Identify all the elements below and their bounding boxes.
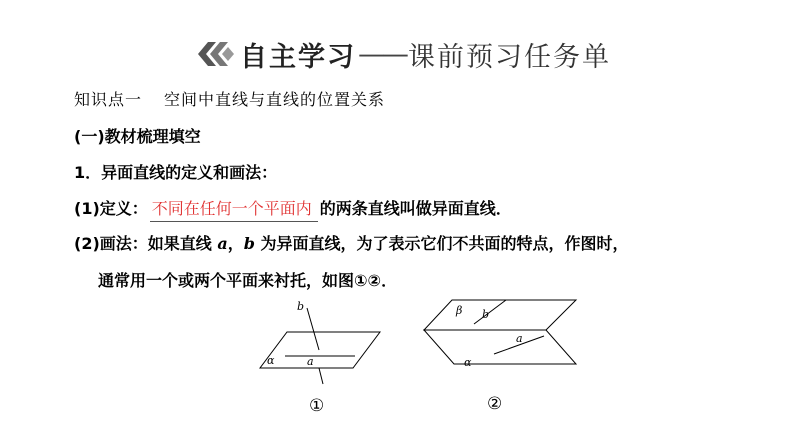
variable-b: b <box>243 234 255 253</box>
definition-line <box>74 198 512 222</box>
header-title: 自主学习 <box>240 41 356 73</box>
item-heading: 1．异面直线的定义和画法： <box>74 163 278 182</box>
variable-a: a <box>217 234 228 253</box>
header-subtitle: 课前预习任务单 <box>408 41 611 73</box>
drawing-prefix: (2)画法：如果直线 <box>74 234 218 253</box>
figure-2-caption: ② <box>487 394 503 414</box>
definition-answer-blank: 不同在任何一个平面内 <box>150 198 318 222</box>
knowledge-title: 空间中直线与直线的位置关系 <box>164 90 386 109</box>
linked-diamond-logo-icon <box>196 36 236 72</box>
label-b: b <box>482 308 490 321</box>
line-b-upper <box>307 308 319 350</box>
definition-prefix: (1)定义： <box>74 199 148 218</box>
label-beta: β <box>456 304 463 317</box>
label-alpha: α <box>464 356 472 369</box>
label-b: b <box>297 300 305 313</box>
figure-2-skew-lines-two-planes <box>420 296 578 380</box>
definition-suffix: 的两条直线叫做异面直线． <box>319 199 512 218</box>
label-a: a <box>307 355 314 368</box>
knowledge-label: 知识点一 <box>74 90 143 109</box>
drawing-method-line <box>74 233 629 255</box>
line-b-lower <box>319 368 323 384</box>
label-alpha: α <box>267 354 275 367</box>
figure-1-caption: ① <box>309 396 325 416</box>
knowledge-point-line <box>74 89 385 111</box>
plane-alpha <box>424 330 576 364</box>
plane-alpha <box>260 332 380 368</box>
label-a: a <box>516 332 523 345</box>
figure-1-skew-lines-one-plane <box>255 298 385 388</box>
part-heading: (一)教材梳理填空 <box>74 127 201 146</box>
line-b <box>474 300 506 324</box>
header-dash: —— <box>358 38 406 70</box>
drawing-method-line-2: 通常用一个或两个平面来衬托，如图①②． <box>98 271 398 290</box>
section-header <box>196 34 611 74</box>
comma: ， <box>227 234 244 253</box>
drawing-middle: 为异面直线，为了表示它们不共面的特点，作图时， <box>254 234 629 253</box>
